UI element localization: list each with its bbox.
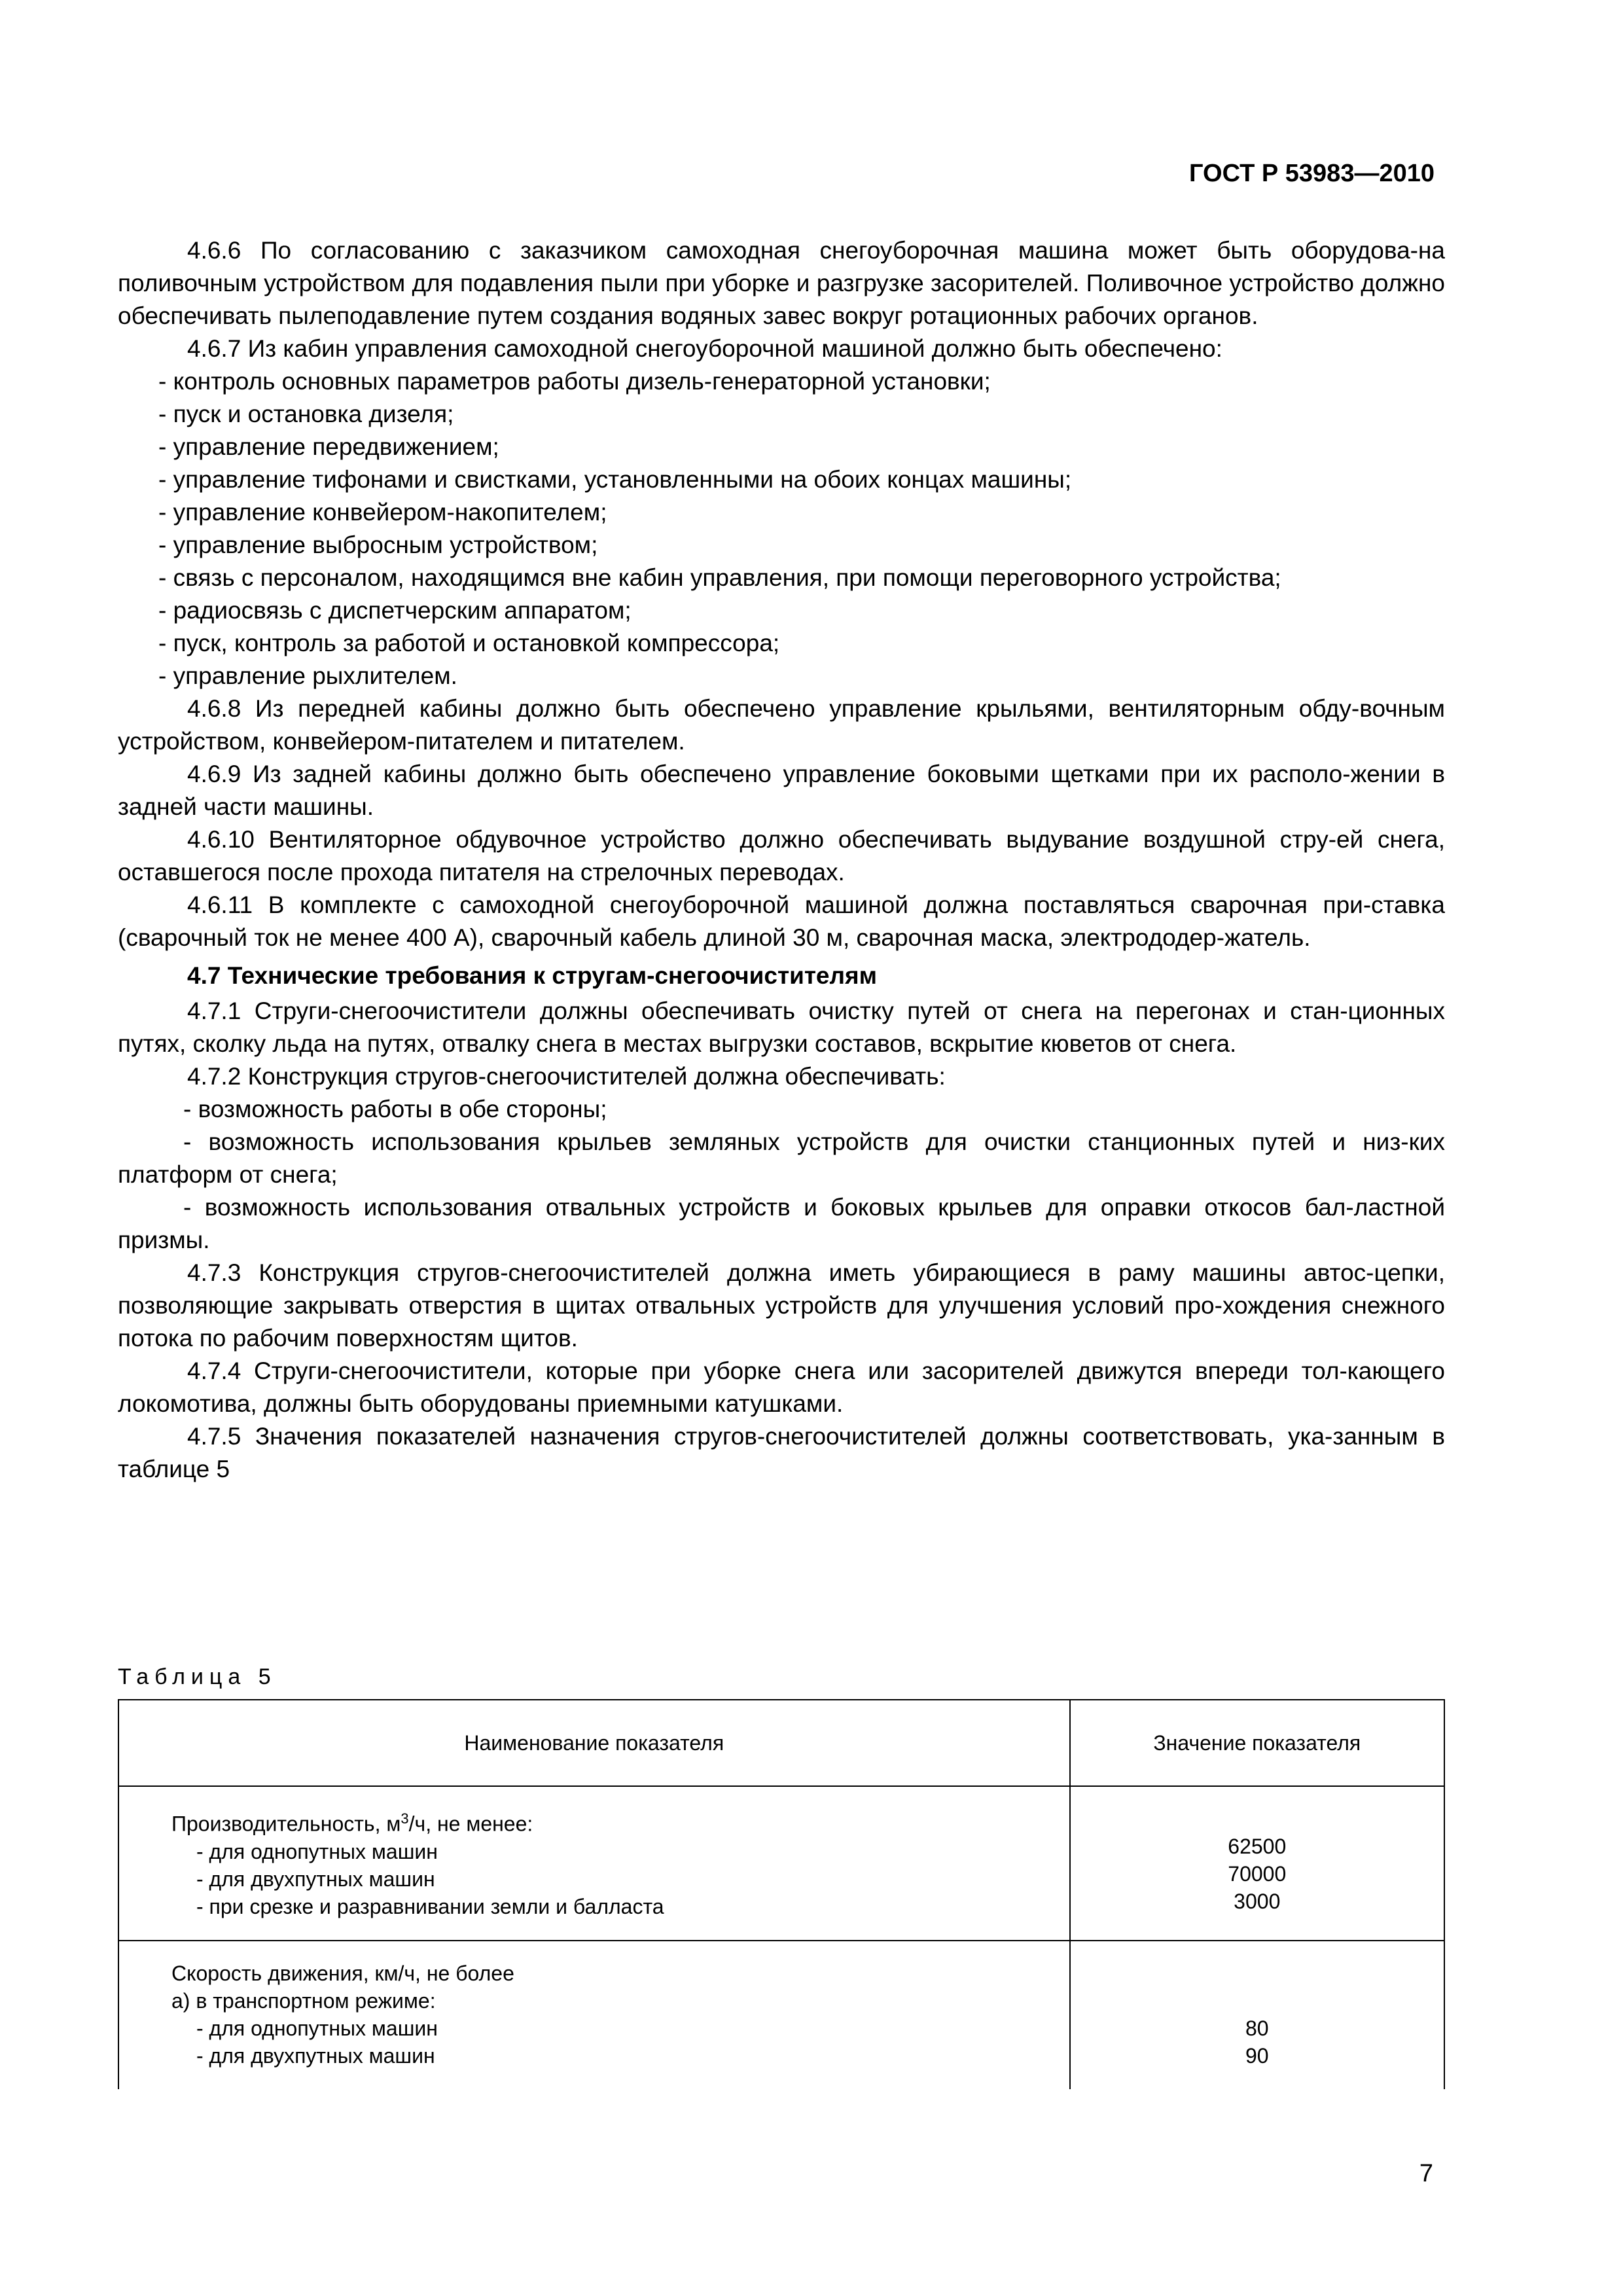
paragraph-4-6-7: 4.6.7 Из кабин управления самоходной снегоуборочной машиной должно быть обеспечено: xyxy=(187,335,1222,362)
paragraph-4-7-2: 4.7.2 Конструкция стругов-снегоочистителей должна обеспечивать: xyxy=(187,1063,946,1090)
row-title: Скорость движения, км/ч, не более xyxy=(171,1961,514,1985)
row-value: 62500 xyxy=(1228,1835,1287,1858)
paragraph-4-6-10: 4.6.10 Вентиляторное обдувочное устройство должно обеспечивать выдувание воздушной стру-ей снега, оставшегося после прохода питателя на стрелочных переводах. xyxy=(118,826,1445,886)
row-item: - для однопутных машин xyxy=(196,2016,438,2040)
table-row xyxy=(118,1786,1444,1941)
row-value-cell xyxy=(1070,1786,1444,1941)
paragraph-4-7-5: 4.7.5 Значения показателей назначения стругов-снегоочистителей должны соответствовать, ука-занным в таблице 5 xyxy=(118,1423,1445,1482)
column-header-name: Наименование показателя xyxy=(118,1700,1070,1786)
table-header-row xyxy=(118,1700,1444,1786)
list-item: - управление рыхлителем. xyxy=(158,662,457,689)
standard-header: ГОСТ Р 53983—2010 xyxy=(1189,160,1435,187)
paragraph-4-7-4: 4.7.4 Струги-снегоочистители, которые при уборке снега или засорителей движутся впереди тол-кающего локомотива, должны быть оборудованы приемными катушками. xyxy=(118,1357,1445,1417)
row-value: 70000 xyxy=(1228,1862,1287,1886)
column-header-value: Значение показателя xyxy=(1070,1700,1444,1786)
row-title: Производительность, $м^3/ч$, не менее: xyxy=(171,1810,533,1836)
list-item: - управление выбросным устройством; xyxy=(158,531,598,558)
row-item: - для двухпутных машин xyxy=(196,1867,435,1891)
section-heading-4-7: 4.7 Технические требования к стругам-снегоочистителям xyxy=(187,962,877,989)
row-name-cell xyxy=(118,1941,1070,2089)
list-item: - пуск, контроль за работой и остановкой компрессора; xyxy=(158,630,780,656)
table-caption: Таблица 5 xyxy=(118,1664,277,1689)
paragraph-4-6-6: 4.6.6 По согласованию с заказчиком самоходная снегоуборочная машина может быть оборудова-на поливочным устройством для подавления пыли при уборке и разгрузке засорителей. Поливочное устройство должно обеспечивать пылеподавление путем создания водяных завес вокруг ротационных рабочих органов. xyxy=(118,237,1445,329)
table-row xyxy=(118,1941,1444,2089)
row-value: 3000 xyxy=(1234,1890,1281,1913)
row-value: 80 xyxy=(1245,2016,1269,2040)
paragraph-4-7-3: 4.7.3 Конструкция стругов-снегоочистителей должна иметь убирающиеся в раму машины автос-цепки, позволяющие закрывать отверстия в щитах отвальных устройств для улучшения условий про-хождения снежного потока по рабочим поверхностям щитов. xyxy=(118,1259,1445,1352)
paragraph-4-6-8: 4.6.8 Из передней кабины должно быть обеспечено управление крыльями, вентиляторным обду-вочным устройством, конвейером-питателем и питателем. xyxy=(118,695,1445,755)
row-subtitle: а) в транспортном режиме: xyxy=(171,1988,436,2013)
table-5 xyxy=(118,1699,1445,2089)
row-item: - для двухпутных машин xyxy=(196,2043,435,2068)
list-item: - управление тифонами и свистками, установленными на обоих концах машины; xyxy=(158,466,1072,493)
paragraph-4-7-1: 4.7.1 Струги-снегоочистители должны обеспечивать очистку путей от снега на перегонах и стан-ционных путях, сколку льда на путях, отвалку снега в местах выгрузки составов, вскрытие кюветов от снега. xyxy=(118,997,1445,1057)
page-number: 7 xyxy=(1419,2160,1433,2187)
row-value: 90 xyxy=(1245,2043,1269,2068)
list-item: - пуск и остановка дизеля; xyxy=(158,401,454,427)
row-item: - при срезке и разравнивании земли и балласта xyxy=(196,1894,664,1918)
paragraph-4-6-9: 4.6.9 Из задней кабины должно быть обеспечено управление боковыми щетками при их располо-жении в задней части машины. xyxy=(118,761,1445,820)
row-name-cell xyxy=(118,1786,1070,1941)
list-item: - радиосвязь с диспетчерским аппаратом; xyxy=(158,597,632,624)
list-item: - возможность работы в обе стороны; xyxy=(183,1096,607,1122)
list-item: - контроль основных параметров работы дизель-генераторной установки; xyxy=(158,368,991,395)
document-body xyxy=(118,234,1445,1486)
list-item: - управление передвижением; xyxy=(158,433,499,460)
list-item: - управление конвейером-накопителем; xyxy=(158,499,607,526)
list-item: - возможность использования крыльев земляных устройств для очистки станционных путей и низ-ких платформ от снега; xyxy=(118,1128,1445,1188)
row-item: - для однопутных машин xyxy=(196,1839,438,1863)
list-item: - связь с персоналом, находящимся вне кабин управления, при помощи переговорного устройства; xyxy=(158,564,1281,591)
row-value-cell xyxy=(1070,1941,1444,2089)
paragraph-4-6-11: 4.6.11 В комплекте с самоходной снегоуборочной машиной должна поставляться сварочная при-ставка (сварочный ток не менее 400 А), сварочный кабель длиной 30 м, сварочная маска, электрододер-жатель. xyxy=(118,891,1445,951)
list-item: - возможность использования отвальных устройств и боковых крыльев для оправки откосов бал-ластной призмы. xyxy=(118,1194,1445,1253)
